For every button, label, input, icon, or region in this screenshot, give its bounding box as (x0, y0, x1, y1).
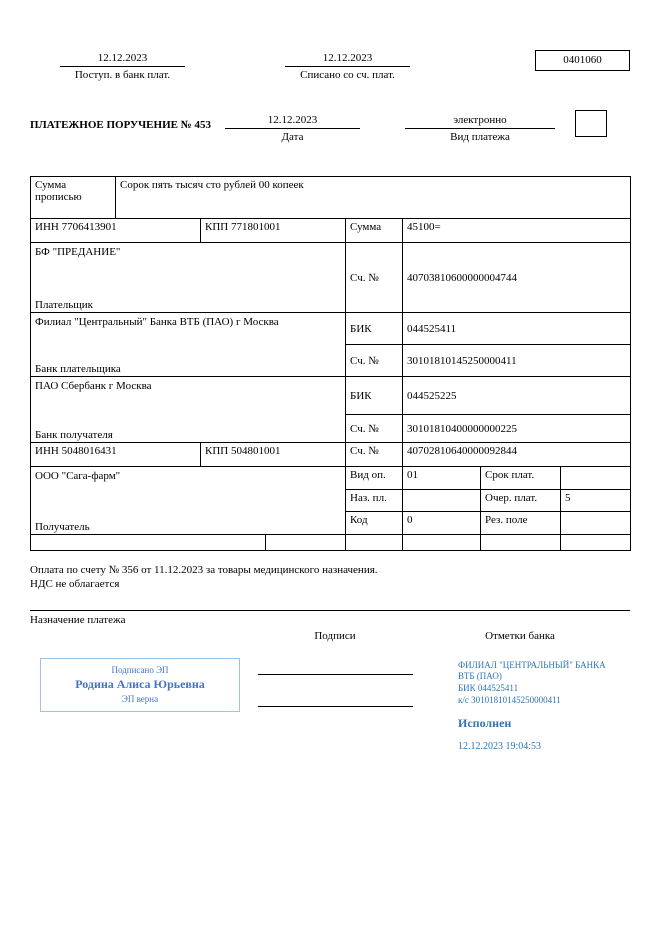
document-date-label: Дата (281, 131, 304, 143)
debited-date-label: Списано со сч. плат. (300, 69, 395, 81)
payer-account: 40703810600000004744 (403, 243, 631, 313)
extra-field-3 (346, 535, 403, 551)
extra-field-6 (561, 535, 631, 551)
beneficiary-field-label: Получатель (35, 521, 90, 533)
payer-row (31, 243, 631, 313)
payer-inn-row (31, 219, 631, 243)
payer-bank-account: 30101810145250000411 (403, 345, 631, 377)
beneficiary-bank-bik-row (31, 377, 631, 415)
amount-words-label: Сумма прописью (31, 177, 116, 219)
received-date-label: Поступ. в банк плат. (74, 69, 171, 81)
stamp-status: Исполнен (458, 716, 512, 731)
bank-marks-header: Отметки банка (485, 629, 555, 642)
document-date-group (225, 114, 360, 143)
beneficiary-account: 40702810640000092844 (403, 443, 631, 467)
naz-pl-value (403, 490, 481, 512)
sum-value: 45100= (403, 219, 631, 243)
payer-bank-name: Филиал "Центральный" Банка ВТБ (ПАО) г Москва (35, 316, 279, 328)
ocher-plat-value: 5 (561, 490, 631, 512)
beneficiary-account-label: Сч. № (346, 443, 403, 467)
stamp-corr-account: к/с 30101810145250000411 (458, 694, 561, 705)
ep-signer-name: Родина Алиса Юрьевна (75, 677, 205, 692)
stamp-bik: БИК 044525411 (458, 682, 519, 693)
beneficiary-cell (31, 467, 346, 535)
amount-words-value: Сорок пять тысяч сто рублей 00 копеек (116, 177, 631, 219)
payer-kpp: КПП 771801001 (201, 219, 346, 243)
debited-date: 12.12.2023 (285, 52, 410, 67)
payer-bank-cell (31, 313, 346, 377)
top-dates-row (30, 52, 630, 86)
signatures-header: Подписи (314, 629, 356, 642)
electronic-signature-box (40, 658, 240, 712)
payer-bank-bik-label: БИК (346, 313, 403, 345)
stamp-bank-name-line1: ФИЛИАЛ "ЦЕНТРАЛЬНЫЙ" БАНКА (458, 659, 606, 670)
beneficiary-bank-cell (31, 377, 346, 443)
payer-field-label: Плательщик (35, 299, 93, 311)
beneficiary-bank-account-label: Сч. № (346, 415, 403, 443)
payer-bank-bik-row (31, 313, 631, 345)
received-date-group (60, 52, 185, 81)
rez-pole-value (561, 512, 631, 535)
signature-line-2 (258, 706, 413, 707)
payer-account-label: Сч. № (346, 243, 403, 313)
beneficiary-inn: ИНН 5048016431 (31, 443, 201, 467)
extra-field-4 (403, 535, 481, 551)
bank-stamp (458, 660, 643, 753)
extra-field-2 (266, 535, 346, 551)
form-code-box: 0401060 (535, 50, 630, 71)
ep-valid-label: ЭП верна (121, 694, 159, 705)
purpose-line-2: НДС не облагается (30, 578, 120, 591)
payment-kind-label: Вид платежа (450, 131, 510, 143)
vid-op-value: 01 (403, 467, 481, 490)
beneficiary-inn-row (31, 443, 631, 467)
signature-line-1 (258, 674, 413, 675)
stamp-datetime: 12.12.2023 19:04:53 (458, 740, 542, 752)
beneficiary-name: ООО "Сага-фарм" (35, 470, 121, 482)
payer-name: БФ "ПРЕДАНИЕ" (35, 246, 121, 258)
stamp-bank-name-line2: ВТБ (ПАО) (458, 671, 502, 682)
payer-bank-account-label: Сч. № (346, 345, 403, 377)
footer-section (30, 630, 630, 930)
extra-field-5 (481, 535, 561, 551)
purpose-line-1: Оплата по счету № 356 от 11.12.2023 за товары медицинского назначения. (30, 564, 378, 576)
document-date: 12.12.2023 (225, 114, 360, 129)
payer-bank-field-label: Банк плательщика (35, 363, 121, 375)
beneficiary-kpp: КПП 504801001 (201, 443, 346, 467)
sum-label: Сумма (346, 219, 403, 243)
naz-pl-label: Наз. пл. (346, 490, 403, 512)
srok-plat-value (561, 467, 631, 490)
beneficiary-bank-name: ПАО Сбербанк г Москва (35, 380, 152, 392)
kod-label: Код (346, 512, 403, 535)
amount-words-table (30, 176, 631, 219)
payer-cell (31, 243, 346, 313)
payment-kind: электронно (405, 114, 555, 129)
purpose-field-label: Назначение платежа (30, 610, 630, 626)
beneficiary-bank-field-label: Банк получателя (35, 429, 113, 441)
beneficiary-bank-bik: 044525225 (403, 377, 631, 415)
debited-date-group (285, 52, 410, 81)
extra-fields-row (31, 535, 631, 551)
ocher-plat-label: Очер. плат. (481, 490, 561, 512)
status-box (575, 110, 607, 137)
payer-inn: ИНН 7706413901 (31, 219, 201, 243)
received-date: 12.12.2023 (60, 52, 185, 67)
payer-bank-bik: 044525411 (403, 313, 631, 345)
payment-form-table (30, 218, 631, 551)
rez-pole-label: Рез. поле (481, 512, 561, 535)
ep-signed-label: Подписано ЭП (111, 665, 169, 676)
payment-kind-group (405, 114, 555, 143)
beneficiary-bank-account: 30101810400000000225 (403, 415, 631, 443)
kod-value: 0 (403, 512, 481, 535)
payment-purpose (30, 563, 630, 592)
vid-op-label: Вид оп. (346, 467, 403, 490)
srok-plat-label: Срок плат. (481, 467, 561, 490)
document-title: ПЛАТЕЖНОЕ ПОРУЧЕНИЕ № 453 (30, 119, 212, 131)
extra-field-1 (31, 535, 266, 551)
title-row (30, 112, 630, 158)
beneficiary-bank-bik-label: БИК (346, 377, 403, 415)
operation-type-row (31, 467, 631, 490)
